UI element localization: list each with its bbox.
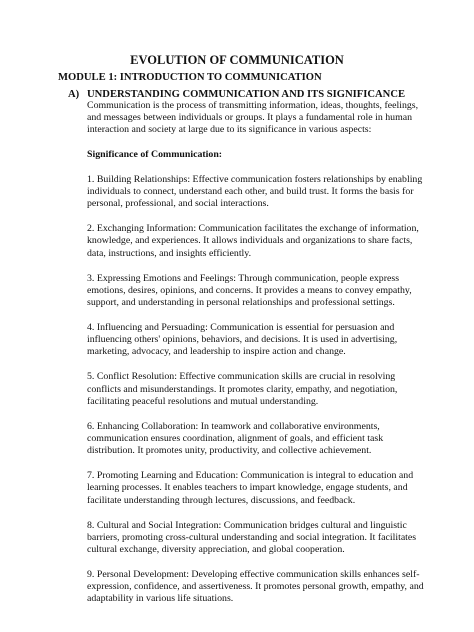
point-personal-development: 9. Personal Development: Developing effective communication skills enhances self-expression, confidence, and assertiveness. It promotes personal growth, empathy, and adaptability in various life situations.: [87, 569, 424, 605]
point-building-relationships: 1. Building Relationships: Effective communication fosters relationships by enabling individuals to connect, understand each other, and build trust. It forms the basis for personal, professional, and social interactions.: [87, 173, 423, 210]
document-title: EVOLUTION OF COMMUNICATION: [130, 53, 344, 67]
point-promoting-learning: 7. Promoting Learning and Education: Communication is integral to education and learning processes. It enables teachers to impart knowledge, engage students, and facilitate understanding through lectures, discussions, and feedback.: [87, 470, 414, 506]
point-enhancing-collaboration: 6. Enhancing Collaboration: In teamwork and collaborative environments, communication ensures coordination, alignment of goals, and efficient task distribution. It promotes unity, productivity, and collective achievement.: [87, 420, 384, 457]
section-marker: A): [68, 89, 80, 100]
point-exchanging-information: 2. Exchanging Information: Communication facilitates the exchange of information, knowledge, and experiences. It allows individuals and organizations to share facts, data, instructions, and insights efficiently.: [87, 223, 419, 259]
module-heading: MODULE 1: INTRODUCTION TO COMMUNICATION: [58, 72, 322, 83]
point-influencing-persuading: 4. Influencing and Persuading: Communication is essential for persuasion and influencing others' opinions, behaviors, and decisions. It is used in advertising, marketing, advocacy, and leadership to inspire action and change.: [87, 322, 398, 358]
point-conflict-resolution: 5. Conflict Resolution: Effective communication skills are crucial in resolving conflicts and misunderstandings. It promotes clarity, empathy, and negotiation, facilitating peaceful resolutions and mutual understanding.: [87, 371, 398, 407]
intro-paragraph: Communication is the process of transmitting information, ideas, thoughts, feelings, and messages between individuals or groups. It plays a fundamental role in human interaction and society at large due to its significance in various aspects:: [87, 100, 419, 136]
document-body: [87, 100, 427, 618]
point-cultural-integration: 8. Cultural and Social Integration: Communication bridges cultural and linguistic barriers, promoting cross-cultural understanding and social integration. It facilitates cultural exchange, diversity appreciation, and global cooperation.: [87, 519, 417, 556]
section-heading: UNDERSTANDING COMMUNICATION AND ITS SIGNIFICANCE: [87, 89, 406, 100]
significance-subheading: Significance of Communication:: [87, 149, 223, 160]
point-expressing-emotions: 3. Expressing Emotions and Feelings: Through communication, people express emotions, desires, opinions, and concerns. It provides a means to convey empathy, support, and understanding in personal relationships and professional settings.: [87, 272, 412, 309]
